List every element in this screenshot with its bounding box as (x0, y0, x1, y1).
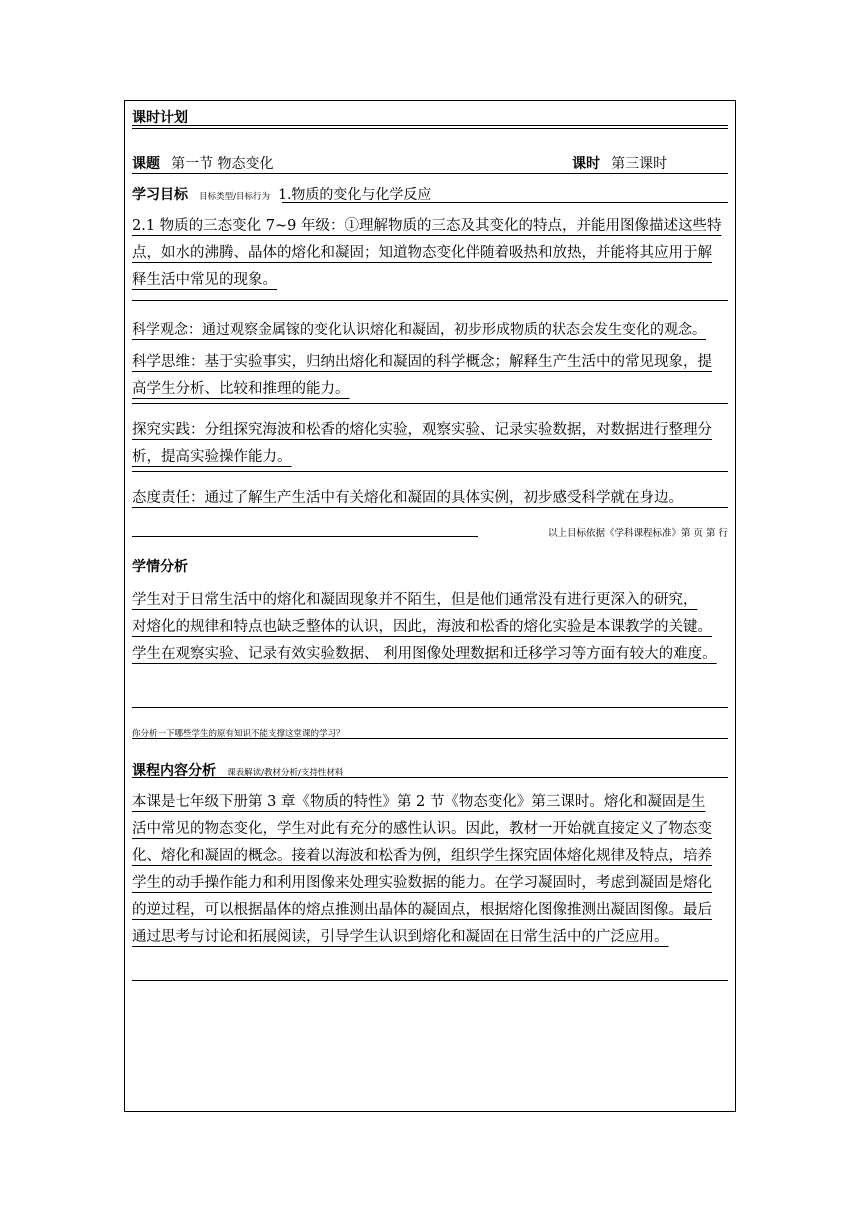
objectives-type-hint: 目标类型/目标行为 (199, 192, 270, 202)
objective-standard (132, 213, 728, 294)
period-row (572, 153, 728, 173)
text-line: 学生的动手操作能力和利用图像来处理实验数据的能力。在学习凝固时，考虑到凝固是熔化 (132, 875, 712, 891)
text-line: 科学思维：基于实验事实，归纳出熔化和凝固的科学概念；解释生产生活中的常见现象，提 (132, 354, 712, 370)
text-line: 本课是七年级下册第 3 章《物质的特性》第 2 节《物态变化》第三课时。熔化和凝固是生 (132, 794, 706, 810)
source-note-line (132, 536, 478, 537)
text-line: 科学观念：通过观察金属镓的变化认识熔化和凝固，初步形成物质的状态会发生变化的观念。 (132, 322, 706, 338)
objectives-first: 1.物质的变化与化学反应 (278, 187, 432, 203)
divider (132, 173, 728, 174)
period-label: 课时 (572, 156, 600, 172)
content-analysis-label: 课程内容分析 (132, 763, 216, 779)
period-value: 第三课时 (611, 156, 668, 172)
divider (282, 202, 728, 203)
text-line: 学生在观察实验、记录有效实验数据、 利用图像处理数据和迁移学习等方面有较大的难度。 (132, 646, 717, 662)
text-line: 点，如水的沸腾、晶体的熔化和凝固；知道物态变化伴随着吸热和放热，并能将其应用于解 (132, 245, 712, 261)
text-line: 化、熔化和凝固的概念。接着以海波和松香为例，组织学生探究固体熔化规律及特点，培养 (132, 848, 712, 864)
objective-thinking (132, 349, 728, 403)
divider (132, 738, 728, 739)
divider (132, 471, 728, 472)
divider (132, 777, 728, 778)
text-line: 学生对于日常生活中的熔化和凝固现象并不陌生，但是他们通常没有进行更深入的研究， (132, 592, 698, 608)
objectives-label: 学习目标 (132, 187, 188, 203)
divider (132, 300, 728, 301)
divider (132, 128, 728, 129)
divider (132, 125, 728, 126)
text-line: 通过思考与讨论和拓展阅读，引导学生认识到熔化和凝固在日常生活中的广泛应用。 (132, 929, 669, 945)
divider (132, 980, 728, 981)
topic-value: 第一节 物态变化 (171, 156, 274, 172)
text-line: 2.1 物质的三态变化 7~9 年级：①理解物质的三态及其变化的特点，并能用图像描述这些特 (132, 218, 722, 234)
content-analysis-hint: 课表解读/教材分析/支持性材料 (227, 768, 344, 778)
learner-analysis-text (132, 587, 728, 668)
objective-practice (132, 417, 728, 471)
objectives-source-note: 以上目标依据《学科课程标准》第 页 第 行 (547, 528, 728, 539)
text-line: 探究实践：分组探究海波和松香的熔化实验，观察实验、记录实验数据，对数据进行整理分 (132, 422, 712, 438)
content-analysis-text (132, 789, 728, 951)
divider (132, 507, 728, 508)
text-line: 态度责任：通过了解生产生活中有关熔化和凝固的具体实例，初步感受科学就在身边。 (132, 490, 683, 506)
topic-label: 课题 (132, 156, 160, 172)
text-line: 的逆过程，可以根据晶体的熔点推测出晶体的凝固点，根据熔化图像推测出凝固图像。最后 (132, 902, 712, 918)
text-line: 释生活中常见的现象。 (132, 272, 277, 288)
divider (132, 403, 728, 404)
text-line: 析，提高实验操作能力。 (132, 449, 292, 465)
objective-concept (132, 317, 728, 344)
lesson-plan-frame (124, 100, 736, 1112)
text-line: 活中常见的物态变化，学生对此有充分的感性认识。因此，教材一开始就直接定义了物态变 (132, 821, 712, 837)
plan-title: 课时计划 (132, 110, 188, 126)
text-line: 高学生分析、比较和推理的能力。 (132, 381, 350, 397)
learner-analysis-prompt: 你分析一下哪些学生的原有知识不能支撑这堂课的学习？ (132, 729, 345, 739)
learner-analysis-label: 学情分析 (132, 559, 188, 575)
objectives-heading (132, 184, 728, 204)
text-line: 对熔化的规律和特点也缺乏整体的认识，因此，海波和松香的熔化实验是本课教学的关键。 (132, 619, 712, 635)
divider (132, 707, 728, 708)
